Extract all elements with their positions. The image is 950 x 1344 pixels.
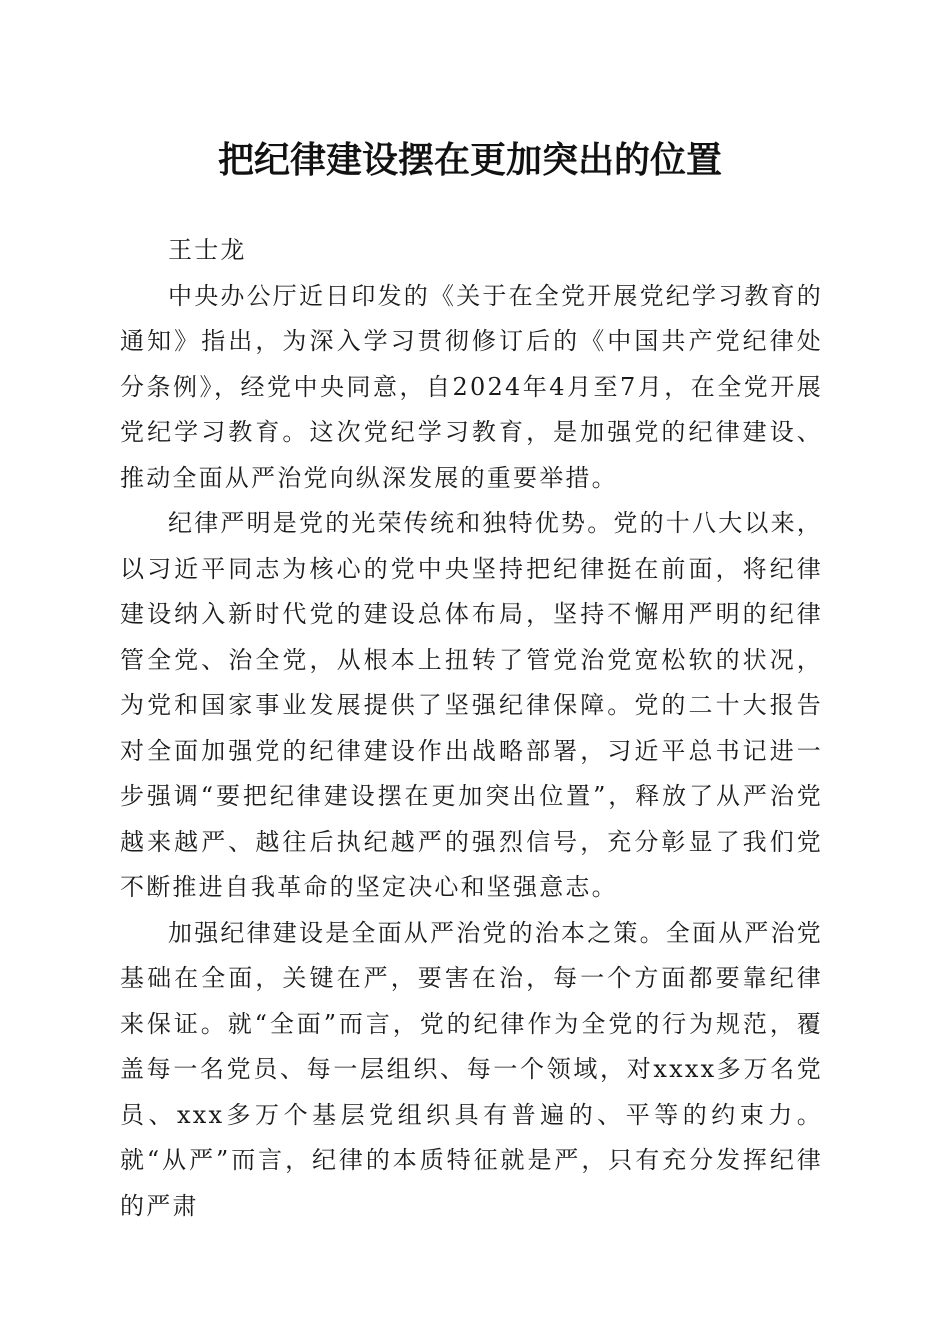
paragraph-2: 纪律严明是党的光荣传统和独特优势。党的十八大以来，以习近平同志为核心的党中央坚持把纪律挺在前面，将纪律建设纳入新时代党的建设总体布局，坚持不懈用严明的纪律管全党、治全党，从根本上扭转了管党治党宽松软的状况，为党和国家事业发展提供了坚强纪律保障。党的二十大报告对全面加强党的纪律建设作出战略部署，习近平总书记进一步强调“要把纪律建设摆在更加突出位置”，释放了从严治党越来越严、越往后执纪越严的强烈信号，充分彰显了我们党不断推进自我革命的坚定决心和坚强意志。 <box>120 509 823 901</box>
author-name: 王士龙 <box>168 236 247 264</box>
paragraph-3: 加强纪律建设是全面从严治党的治本之策。全面从严治党基础在全面，关键在严，要害在治，每一个方面都要靠纪律来保证。就“全面”而言，党的纪律作为全党的行为规范，覆盖每一名党员、每一层组织、每一个领域，对xxxx多万名党员、xxx多万个基层党组织具有普遍的、平等的约束力。就“从严”而言，纪律的本质特征就是严，只有充分发挥纪律的严肃 <box>120 918 823 1220</box>
paragraph-1: 中央办公厅近日印发的《关于在全党开展党纪学习教育的通知》指出，为深入学习贯彻修订后的《中国共产党纪律处分条例》，经党中央同意，自2024年4月至7月，在全党开展党纪学习教育。这次党纪学习教育，是加强党的纪律建设、推动全面从严治党向纵深发展的重要举措。 <box>120 281 823 492</box>
document-title: 把纪律建设摆在更加突出的位置 <box>217 139 722 181</box>
document-body <box>120 228 823 1229</box>
